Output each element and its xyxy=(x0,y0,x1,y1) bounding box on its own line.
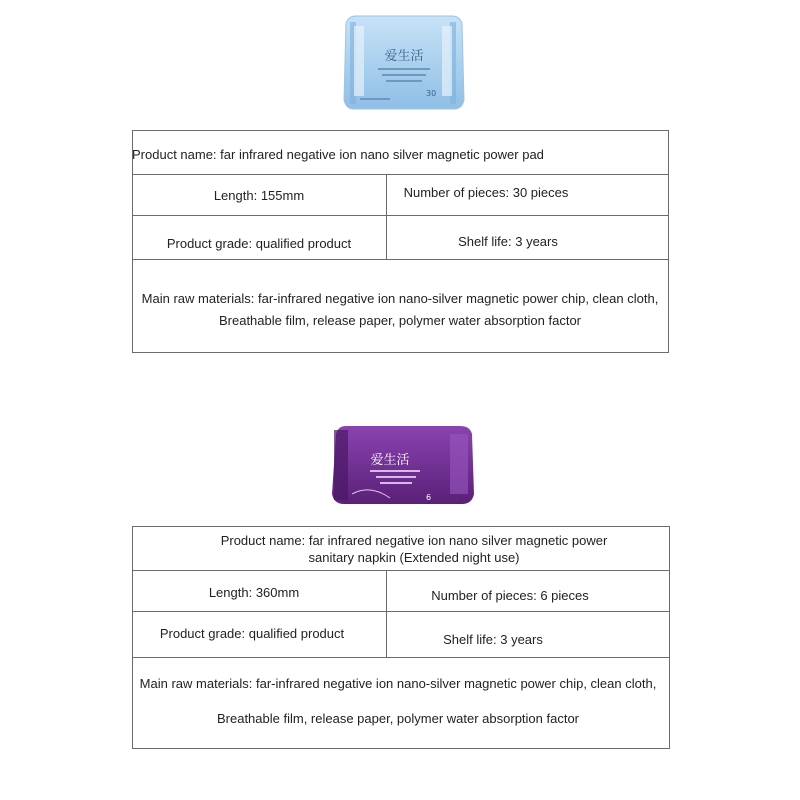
product-2-materials-line-2: Breathable film, release paper, polymer water absorption factor xyxy=(216,711,580,726)
product-1-name: Product name: far infrared negative ion nano silver magnetic power pad xyxy=(132,147,544,162)
product-2-length: Length: 360mm xyxy=(208,585,300,600)
product-1-materials-line-2: Breathable film, release paper, polymer water absorption factor xyxy=(218,313,582,328)
product-1-package-image xyxy=(340,14,468,112)
product-2-pieces: Number of pieces: 6 pieces xyxy=(431,588,589,603)
product-2-package-image xyxy=(330,424,476,506)
product-1-pieces: Number of pieces: 30 pieces xyxy=(403,185,569,200)
product-2-shelf-life: Shelf life: 3 years xyxy=(443,632,543,647)
product-2-count-text: 6 xyxy=(426,493,432,502)
product-2-grade: Product grade: qualified product xyxy=(159,626,345,641)
product-1-materials-line-1: Main raw materials: far-infrared negative ion nano-silver magnetic power chip, clean cloth, xyxy=(141,291,659,306)
product-1-length: Length: 155mm xyxy=(213,188,305,203)
product-1-shelf-life: Shelf life: 3 years xyxy=(458,234,558,249)
product-2-materials-line-1: Main raw materials: far-infrared negative ion nano-silver magnetic power chip, clean cloth, xyxy=(139,676,657,691)
product-1-grade: Product grade: qualified product xyxy=(166,236,352,251)
product-2-name-line-2: sanitary napkin (Extended night use) xyxy=(308,550,520,565)
product-1-brand-text: 爱生活 xyxy=(384,49,424,64)
product-2-brand-text: 爱生活 xyxy=(370,453,410,468)
product-2-name-line-1: Product name: far infrared negative ion nano silver magnetic power xyxy=(220,533,608,548)
product-1-count-text: 30 xyxy=(426,89,437,98)
